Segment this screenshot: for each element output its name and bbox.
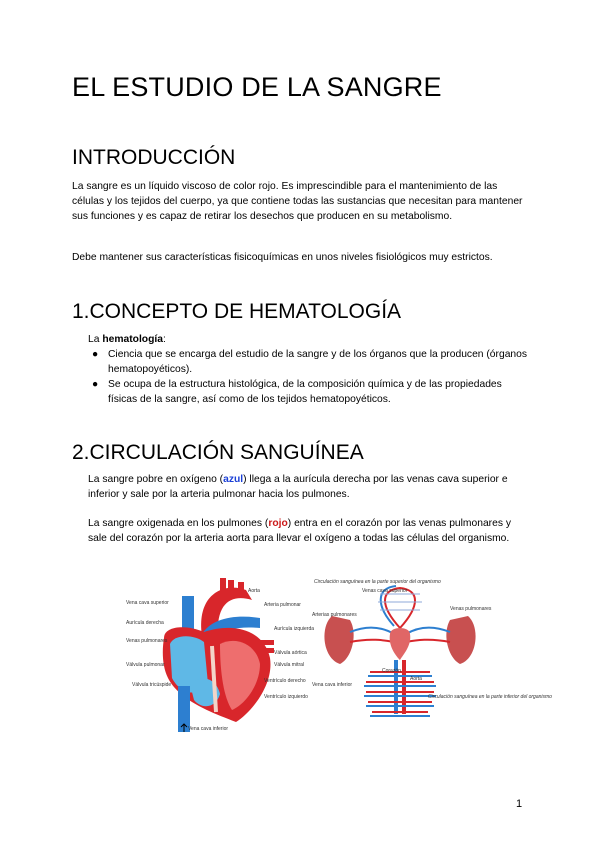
bullet-icon: ● [92, 349, 99, 360]
intro-paragraph-1: La sangre es un líquido viscoso de color rojo. Es imprescindible para el mantenimiento de las células y los tejidos del cuerpo, ya que contiene todas las sustancias que necesitan para mantener sus funciones y es capaz de retirar los desechos que producen en su metabolismo. [72, 181, 523, 222]
bullet-text: Se ocupa de la estructura histológica, de la composición química y de las propiedades físicas de la sangre, así como de los tejidos hematopoyéticos. [108, 379, 502, 405]
p2-before: La sangre oxigenada en los pulmones ( [88, 518, 269, 529]
circulation-label: Vena cava inferior [312, 682, 353, 688]
heart-label: Válvula tricúspide [132, 682, 172, 688]
bullet-text: Ciencia que se encarga del estudio de la sangre y de los órganos que la producen (órganos hematopoyéticos). [108, 349, 528, 375]
circulation-label: Venas pulmonares [450, 606, 492, 612]
heart-label: Ventrículo derecho [264, 678, 306, 684]
heart-label: Válvula mitral [274, 662, 305, 668]
p1-after: ) llega a la aurícula derecha por las venas cava superior e inferior y sale por la arteria pulmonar hacia los pulmones. [88, 474, 508, 500]
circulation-label: Aorta [410, 676, 422, 682]
intro-paragraph-2: Debe mantener sus características fisicoquímicas en unos niveles fisiológicos muy estrictos. [72, 252, 493, 263]
p2-after: ) entra en el corazón por las venas pulmonares y sale del corazón por la arteria aorta para llevar el oxígeno a todas las células del organismo. [88, 518, 511, 544]
section-1-heading: 1.CONCEPTO DE HEMATOLOGÍA [72, 300, 402, 323]
heart-label: Aurícula derecha [126, 620, 164, 626]
list-item [88, 377, 528, 407]
lead-term: hematología [102, 334, 163, 345]
circulation-paragraph-2 [88, 516, 528, 546]
heart-label: Válvula aórtica [274, 650, 307, 656]
rojo-word: rojo [268, 518, 288, 529]
page-number: 1 [516, 798, 523, 810]
heart-label: Venas pulmonares [126, 638, 168, 644]
circulation-diagram [310, 576, 552, 722]
page-title: EL ESTUDIO DE LA SANGRE [72, 72, 442, 102]
circulation-label: Arterias pulmonares [312, 612, 357, 618]
heart-label: Aorta [248, 588, 260, 594]
lead-suffix: : [162, 334, 166, 345]
azul-word: azul [223, 474, 244, 485]
hematologia-bullets [88, 347, 528, 407]
circulation-paragraph-1 [88, 472, 528, 502]
section-2-heading: 2.CIRCULACIÓN SANGUÍNEA [72, 441, 364, 464]
lead-prefix: La [88, 334, 103, 345]
circulation-label: Circulación sanguínea en la parte inferior del organismo [428, 694, 552, 700]
heart-label: Vena cava superior [126, 600, 169, 606]
heart-diagram [124, 574, 315, 734]
circulation-caption-top: Circulación sanguínea en la parte superior del organismo [314, 579, 441, 585]
circulation-label: Venas cava superior [362, 588, 408, 594]
p1-before: La sangre pobre en oxígeno ( [88, 474, 224, 485]
heart-label: Ventrículo izquierdo [264, 694, 308, 700]
heart-label: Arteria pulmonar [264, 602, 301, 608]
heart-label: Válvula pulmonar [126, 662, 165, 668]
circulation-label: Corazón [382, 668, 401, 674]
list-item [88, 347, 528, 377]
heart-label: Vena cava inferior [188, 726, 229, 732]
intro-heading: INTRODUCCIÓN [72, 146, 236, 169]
heart-label: Aurícula izquierda [274, 626, 315, 632]
bullet-icon: ● [92, 379, 99, 390]
hematologia-lead [88, 332, 528, 347]
